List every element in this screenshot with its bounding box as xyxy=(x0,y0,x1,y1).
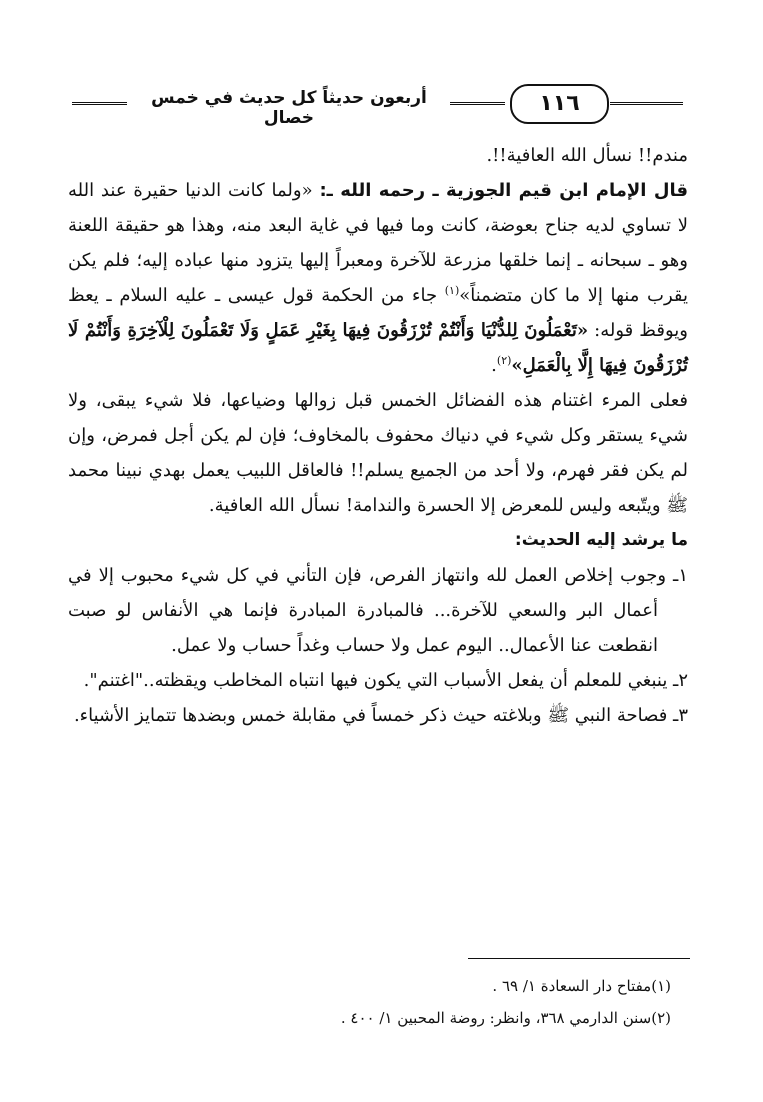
saying-text: «تَعْمَلُونَ لِلدُّنْيَا وَأَنْتُمْ تُرْزَقُونَ فِيهَا بِغَيْرِ عَمَلٍ وَلَا تَعْمَلُونَ لِلْآخِرَةِ وَأَنْتُمْ لَا تُرْزَقُونَ فِيهَا إِلَّا بِالْعَمَلِ» xyxy=(68,320,688,376)
header-rule xyxy=(450,102,505,105)
running-header xyxy=(72,84,683,128)
footnote-item: (١)مفتاح دار السعادة ١/ ٦٩ . xyxy=(492,977,671,995)
footnote-item: (٢)سنن الدارمي ٣٦٨، وانظر: روضة المحبين ١/ ٤٠٠ . xyxy=(340,1009,671,1027)
page-number: ١١٦ xyxy=(510,84,609,124)
footnote-divider xyxy=(468,958,690,959)
running-title: أربعون حديثاً كل حديث في خمس خصال xyxy=(151,88,427,128)
quote-paragraph: قال الإمام ابن قيم الجوزية ـ رحمه الله ـ: «ولما كانت الدنيا حقيرة عند الله لا تساوي لديه جناح بعوضة، كانت وما فيها في غاية البعد منه، وهذا هو حقيقة اللعنة وهو ـ سبحانه ـ إنما خلقها مزرعة للآخرة ومعبراً إليها يتزود منها عباده إليه؛ فلم يكن يقرب منها إلا ما كان متضمناً»$^{(١)}$ جاء من الحكمة قول عيسى ـ عليه السلام ـ يعظ ويوقظ قوله: «تَعْمَلُونَ لِلدُّنْيَا وَأَنْتُمْ تُرْزَقُونَ فِيهَا بِغَيْرِ عَمَلٍ وَلَا تَعْمَلُونَ لِلْآخِرَةِ وَأَنْتُمْ لَا تُرْزَقُونَ فِيهَا إِلَّا بِالْعَمَلِ»$^{(٢)}$. xyxy=(68,180,689,376)
page-body xyxy=(68,138,688,733)
main-paragraph: فعلى المرء اغتنام هذه الفضائل الخمس قبل زوالها وضياعها، فلا شيء يبقى، ولا شيء يستقر وكل شيء في دنياك محفوف بالمخاوف؛ فإن لم يكن أجل فمرض، وإن لم يكن فقر فهرم، ولا أحد من الجميع يسلم!! فالعاقل اللبيب يعمل بهدي نبينا محمد ﷺ ويتّبعه وليس للمعرض إلا الحسرة والندامة! نسأل الله العافية. xyxy=(68,390,688,516)
footnote-ref: (٢) xyxy=(496,354,512,367)
quote-speaker: قال الإمام ابن قيم الجوزية ـ رحمه الله ـ: xyxy=(319,180,688,201)
header-rule xyxy=(610,102,683,105)
quote-continuation: جاء من الحكمة قول عيسى ـ عليه السلام ـ يعظ ويوقظ قوله: xyxy=(68,285,688,341)
list-item: ٣ـ فصاحة النبي ﷺ وبلاغته حيث ذكر خمساً في مقابلة خمس وبضدها تتمايز الأشياء. xyxy=(73,705,688,726)
quote-text: «ولما كانت الدنيا حقيرة عند الله لا تساوي لديه جناح بعوضة، كانت وما فيها في غاية البعد منه، وهذا هو حقيقة اللعنة وهو ـ سبحانه ـ إنما خلقها مزرعة للآخرة ومعبراً إليها يتزود منها عباده إليه؛ فلم يكن يقرب منها إلا ما كان متضمناً» xyxy=(68,180,689,306)
footnote-ref: (١) xyxy=(444,284,460,297)
list-item: ٢ـ ينبغي للمعلم أن يفعل الأسباب التي يكون فيها انتباه المخاطب ويقظته.."اغتنم". xyxy=(83,670,688,691)
list-item: ١ـ وجوب إخلاص العمل لله وانتهاز الفرص، فإن التأني في كل شيء محبوب إلا في أعمال البر والسعي للآخرة... فالمبادرة المبادرة فإنما هي الأنفاس لو صبت انقطعت عنا الأعمال.. اليوم عمل ولا حساب وغداً حساب ولا عمل. xyxy=(68,565,688,656)
footnotes xyxy=(71,970,671,1034)
intro-line: مندم!! نسأل الله العافية!!. xyxy=(486,145,688,166)
section-heading: ما يرشد إليه الحديث: xyxy=(514,530,688,550)
header-rule xyxy=(72,102,127,105)
